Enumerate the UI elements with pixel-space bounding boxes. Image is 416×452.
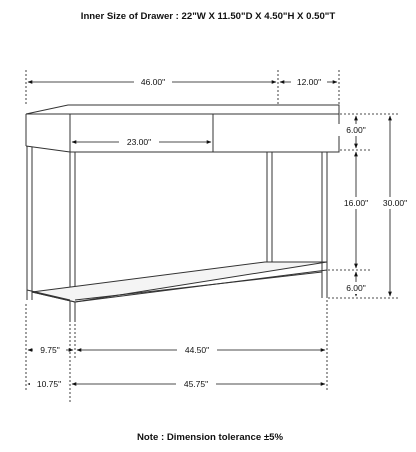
dim-inner-width: 44.50"	[184, 345, 210, 355]
dim-width-total: 46.00"	[140, 77, 166, 87]
table-outline	[26, 105, 339, 322]
dim-drawer-width: 23.00"	[126, 137, 152, 147]
dim-depth-side: 12.00"	[296, 77, 322, 87]
dim-top-thickness: 6.00"	[346, 125, 366, 135]
dim-open-shelf-height: 16.00"	[343, 198, 369, 208]
footer-note: Note : Dimension tolerance ±5%	[136, 432, 284, 443]
dim-outer-left-offset: 10.75"	[36, 379, 62, 389]
header-title: Inner Size of Drawer : 22"W X 11.50"D X 4.50"H X 0.50"T	[80, 11, 336, 22]
dim-shelf-to-floor: 6.00"	[346, 283, 366, 293]
dim-inner-left-offset: 9.75"	[40, 345, 60, 355]
dim-total-height: 30.00"	[382, 198, 408, 208]
dim-base-width: 45.75"	[183, 379, 209, 389]
